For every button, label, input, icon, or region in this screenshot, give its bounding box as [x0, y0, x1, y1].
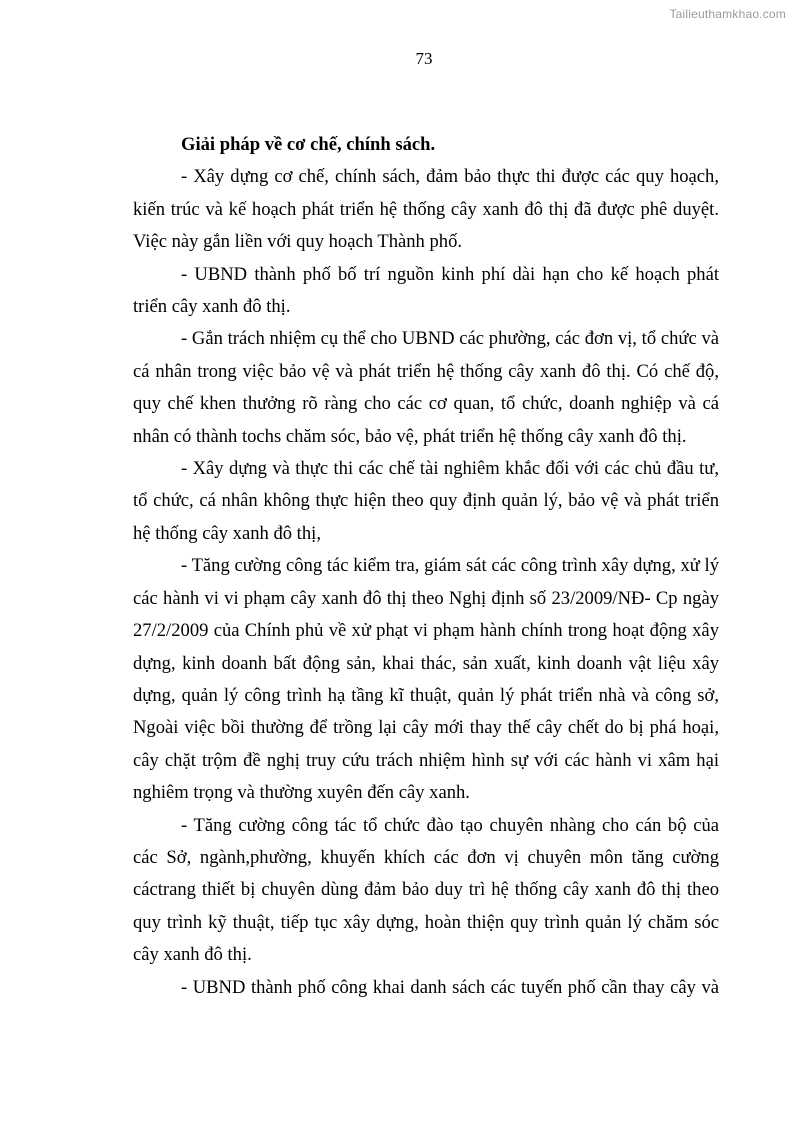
- watermark: Tailieuthamkhao.com: [669, 7, 786, 21]
- paragraph-1: - Xây dựng cơ chế, chính sách, đảm bảo thực thi được các quy hoạch, kiến trúc và kế hoạch phát triển hệ thống cây xanh đô thị đã được phê duyệt. Việc này gắn liền với quy hoạch Thành phố.: [133, 166, 719, 253]
- paragraph-3: - Gắn trách nhiệm cụ thể cho UBND các phường, các đơn vị, tổ chức và cá nhân trong việc bảo vệ và phát triển hệ thống cây xanh đô thị. Có chế độ, quy chế khen thưởng rõ ràng cho các cơ quan, tổ chức, doanh nghiệp và cá nhân có thành tochs chăm sóc, bảo vệ, phát triển hệ thống cây xanh đô thị.: [133, 328, 719, 447]
- document-body: [133, 129, 719, 1004]
- paragraph-6: - Tăng cường công tác tổ chức đào tạo chuyên nhàng cho cán bộ của các Sở, ngành,phường, khuyến khích các đơn vị chuyên môn tăng cường cáctrang thiết bị chuyên dùng đảm bảo duy trì hệ thống cây xanh đô thị theo quy trình kỹ thuật, tiếp tục xây dựng, hoàn thiện quy trình quản lý chăm sóc cây xanh đô thị.: [133, 814, 719, 966]
- section-heading: Giải pháp về cơ chế, chính sách.: [181, 134, 436, 155]
- paragraph-5: - Tăng cường công tác kiểm tra, giám sát các công trình xây dựng, xử lý các hành vi vi phạm cây xanh đô thị theo Nghị định số 23/2009/NĐ- Cp ngày 27/2/2009 của Chính phủ về xử phạt vi phạm hành chính trong hoạt động xây dựng, kinh doanh bất động sản, khai thác, sản xuất, kinh doanh vật liệu xây dựng, quản lý công trình hạ tầng kĩ thuật, quản lý phát triển nhà và công sở, Ngoài việc bồi thường để trồng lại cây mới thay thế cây chết do bị phá hoại, cây chặt trộm đề nghị truy cứu trách nhiệm hình sự với các hành vi xâm hại nghiêm trọng và thường xuyên đến cây xanh.: [133, 555, 719, 804]
- paragraph-4: - Xây dựng và thực thi các chế tài nghiêm khắc đối với các chủ đầu tư, tổ chức, cá nhân không thực hiện theo quy định quản lý, bảo vệ và phát triển hệ thống cây xanh đô thị,: [133, 458, 719, 544]
- paragraph-2: - UBND thành phố bố trí nguồn kinh phí dài hạn cho kế hoạch phát triển cây xanh đô thị.: [133, 263, 719, 318]
- paragraph-7: - UBND thành phố công khai danh sách các tuyến phố cần thay cây và: [181, 976, 719, 998]
- page-number: 73: [415, 49, 433, 68]
